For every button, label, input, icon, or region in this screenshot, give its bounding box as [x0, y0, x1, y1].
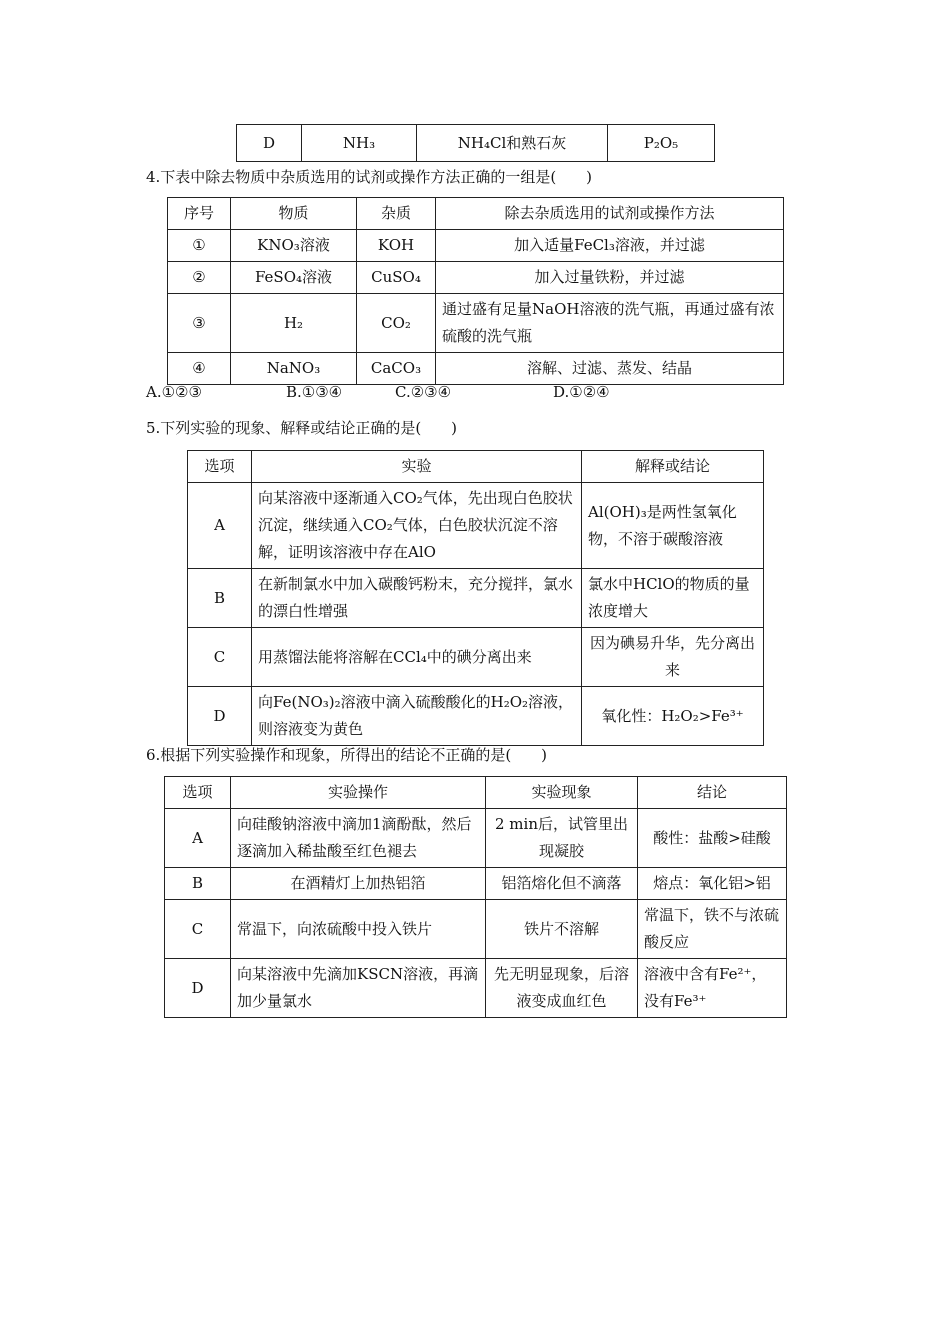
- table-cell: 加入过量铁粉，并过滤: [436, 262, 784, 294]
- table-row: [237, 125, 715, 162]
- table-row: [188, 687, 764, 746]
- table-cell: 2 min后，试管里出现凝胶: [486, 809, 638, 868]
- table-cell: 向某溶液中先滴加KSCN溶液，再滴加少量氯水: [231, 959, 486, 1018]
- table-header-row: [188, 451, 764, 483]
- table-row: [188, 569, 764, 628]
- table-row: [168, 230, 784, 262]
- table-cell: ④: [168, 353, 231, 385]
- column-header: 除去杂质选用的试剂或操作方法: [436, 198, 784, 230]
- table-cell: C: [165, 900, 231, 959]
- table-cell: 溶液中含有Fe²⁺，没有Fe³⁺: [638, 959, 787, 1018]
- table-cell: 用蒸馏法能将溶解在CCl₄中的碘分离出来: [252, 628, 582, 687]
- table-row: [188, 628, 764, 687]
- table-cell: 常温下，向浓硫酸中投入铁片: [231, 900, 486, 959]
- table-header-row: [168, 198, 784, 230]
- table-cell: CuSO₄: [357, 262, 436, 294]
- question-4-stem: 4.下表中除去物质中杂质选用的试剂或操作方法正确的一组是( ): [146, 168, 593, 186]
- table-cell: A: [165, 809, 231, 868]
- table-cell: 加入适量FeCl₃溶液，并过滤: [436, 230, 784, 262]
- table-cell: D: [237, 125, 302, 162]
- table-cell: 因为碘易升华，先分离出来: [582, 628, 764, 687]
- table-cell: Al(OH)₃是两性氢氧化物，不溶于碳酸溶液: [582, 483, 764, 569]
- table-row: [165, 809, 787, 868]
- table-row: [168, 294, 784, 353]
- table-cell: 向Fe(NO₃)₂溶液中滴入硫酸酸化的H₂O₂溶液，则溶液变为黄色: [252, 687, 582, 746]
- option-d[interactable]: D.①②④: [553, 383, 610, 401]
- option-a[interactable]: A.①②③: [146, 383, 202, 401]
- table-cell: ②: [168, 262, 231, 294]
- table-cell: D: [188, 687, 252, 746]
- table-cell: D: [165, 959, 231, 1018]
- table-row: [165, 900, 787, 959]
- top-table: [236, 124, 715, 162]
- table-cell: ①: [168, 230, 231, 262]
- option-b[interactable]: B.①③④: [286, 383, 343, 401]
- table-cell: A: [188, 483, 252, 569]
- table-cell: 铝箔熔化但不滴落: [486, 868, 638, 900]
- table-cell: CaCO₃: [357, 353, 436, 385]
- table-cell: KNO₃溶液: [231, 230, 357, 262]
- table-cell: 氧化性：H₂O₂>Fe³⁺: [582, 687, 764, 746]
- table-cell: NH₄Cl和熟石灰: [417, 125, 608, 162]
- table-cell: H₂: [231, 294, 357, 353]
- table-header-row: [165, 777, 787, 809]
- table-cell: 在酒精灯上加热铝箔: [231, 868, 486, 900]
- question-6-stem: 6.根据下列实验操作和现象，所得出的结论不正确的是( ): [146, 746, 548, 764]
- column-header: 实验现象: [486, 777, 638, 809]
- table-cell: 熔点：氧化铝>铝: [638, 868, 787, 900]
- table-cell: 先无明显现象，后溶液变成血红色: [486, 959, 638, 1018]
- table-row: [168, 353, 784, 385]
- table-cell: B: [165, 868, 231, 900]
- table-cell: ③: [168, 294, 231, 353]
- column-header: 选项: [165, 777, 231, 809]
- column-header: 实验: [252, 451, 582, 483]
- column-header: 物质: [231, 198, 357, 230]
- table-row: [165, 959, 787, 1018]
- column-header: 杂质: [357, 198, 436, 230]
- table-cell: KOH: [357, 230, 436, 262]
- column-header: 序号: [168, 198, 231, 230]
- q4-table: [167, 197, 784, 385]
- table-row: [165, 868, 787, 900]
- column-header: 实验操作: [231, 777, 486, 809]
- table-cell: 溶解、过滤、蒸发、结晶: [436, 353, 784, 385]
- q5-table: [187, 450, 764, 746]
- option-c[interactable]: C.②③④: [395, 383, 452, 401]
- question-5-stem: 5.下列实验的现象、解释或结论正确的是( ): [146, 419, 458, 437]
- table-cell: CO₂: [357, 294, 436, 353]
- table-cell: 铁片不溶解: [486, 900, 638, 959]
- table-cell: P₂O₅: [608, 125, 715, 162]
- table-cell: 氯水中HClO的物质的量浓度增大: [582, 569, 764, 628]
- table-row: [168, 262, 784, 294]
- table-cell: 通过盛有足量NaOH溶液的洗气瓶，再通过盛有浓硫酸的洗气瓶: [436, 294, 784, 353]
- table-cell: 向硅酸钠溶液中滴加1滴酚酞，然后逐滴加入稀盐酸至红色褪去: [231, 809, 486, 868]
- table-cell: 酸性：盐酸>硅酸: [638, 809, 787, 868]
- table-cell: 在新制氯水中加入碳酸钙粉末，充分搅拌，氯水的漂白性增强: [252, 569, 582, 628]
- table-cell: C: [188, 628, 252, 687]
- table-cell: 常温下，铁不与浓硫酸反应: [638, 900, 787, 959]
- column-header: 选项: [188, 451, 252, 483]
- column-header: 结论: [638, 777, 787, 809]
- table-cell: B: [188, 569, 252, 628]
- table-cell: FeSO₄溶液: [231, 262, 357, 294]
- q6-table: [164, 776, 787, 1018]
- table-cell: NH₃: [302, 125, 417, 162]
- table-row: [188, 483, 764, 569]
- table-cell: 向某溶液中逐渐通入CO₂气体，先出现白色胶状沉淀，继续通入CO₂气体，白色胶状沉淀不溶解，证明该溶液中存在AlO: [252, 483, 582, 569]
- table-cell: NaNO₃: [231, 353, 357, 385]
- column-header: 解释或结论: [582, 451, 764, 483]
